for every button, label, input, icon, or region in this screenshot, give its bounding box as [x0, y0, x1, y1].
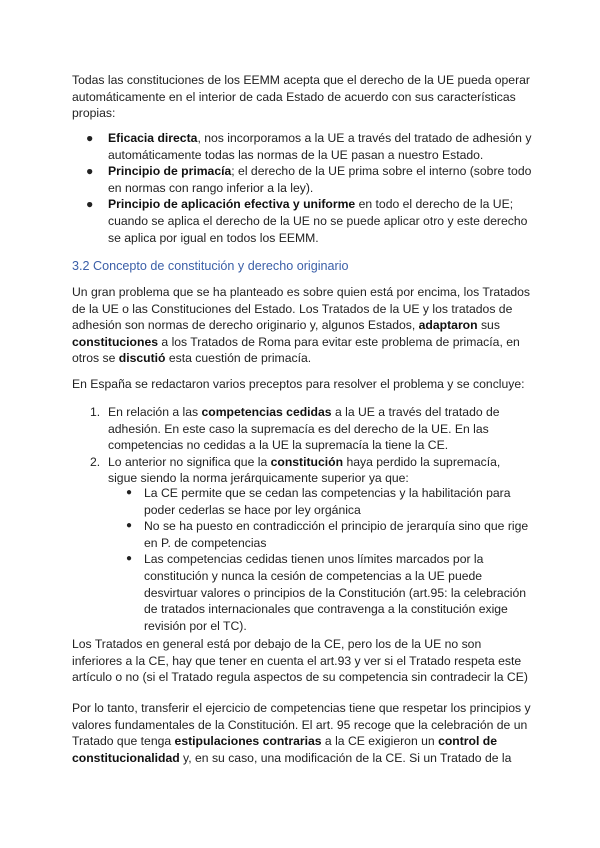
bullet-icon: ●: [126, 553, 133, 565]
list-item: ● No se ha puesto en contradicción el principio de jerarquía sino que rige en P. de competencias: [126, 519, 529, 550]
bullet-icon: ●: [86, 164, 94, 179]
list-item: ● La CE permite que se cedan las competencias y la habilitación para poder cederlas se hace por ley orgánica: [126, 486, 511, 517]
principles-list: [72, 130, 532, 246]
list-item: ● Principio de primacía; el derecho de la UE prima sobre el interno (sobre todo en normas con rango inferior a la ley).: [86, 164, 532, 195]
list-number: 2.: [90, 454, 101, 469]
paragraph: Por lo tanto, transferir el ejercicio de competencias tiene que respetar los principios y valores fundamentales de la Constitución. El art. 95 recoge que la celebración de un Tratado que tenga estipulaciones contrarias a la CE exigieron un control de constitucionalidad y, en su caso, una modificación de la CE. Si un Tratado de la: [72, 701, 531, 765]
intro-paragraph: Todas las constituciones de los EEMM acepta que el derecho de la UE pueda operar automáticamente en el interior de cada Estado de acuerdo con sus características propias:: [72, 73, 530, 121]
list-item: 1. En relación a las competencias cedidas a la UE a través del tratado de adhesión. En este caso la supremacía es del derecho de la UE. En las competencias no cedidas a la UE la supremacía la tiene la CE.: [90, 405, 500, 453]
sub-list: [108, 485, 532, 634]
bullet-icon: ●: [126, 487, 133, 498]
principle-term: Eficacia directa: [108, 131, 198, 145]
list-item: 2. Lo anterior no significa que la constitución haya perdido la supremacía, sigue siendo la norma jerárquicamente superior ya que:: [90, 454, 501, 486]
bullet-icon: ●: [86, 131, 94, 145]
paragraph: Un gran problema que se ha planteado es sobre quien está por encima, los Tratados de la UE o las Constituciones del Estado. Los Tratados de la UE y los tratados de adhesión son normas de derecho originario y, algunos Estados, adaptaron sus constituciones a los Tratados de Roma para evitar este problema de primacía, en otros se discutió esta cuestión de primacía.: [72, 285, 530, 366]
list-item: ● Eficacia directa, nos incorporamos a la UE a través del tratado de adhesión y automáticamente todas las normas de la UE pasan a nuestro Estado.: [86, 131, 532, 162]
section-heading: 3.2 Concepto de constitución y derecho originario: [72, 259, 349, 273]
list-item: ● Principio de aplicación efectiva y uniforme en todo el derecho de la UE; cuando se aplica el derecho de la UE no se puede aplicar otro y este derecho se aplica por igual en todos los EEMM.: [86, 197, 528, 245]
principle-term: Principio de primacía: [108, 164, 232, 179]
list-item: ● Las competencias cedidas tienen unos límites marcados por la constitución y nunca la cesión de competencias a la UE puede desvirtuar valores o principios de la Constitución (art.95: la celebración de tratados internacionales que contravenga a la constitución exige revisión por el TC).: [126, 552, 527, 633]
paragraph: Los Tratados en general está por debajo de la CE, pero los de la UE no son inferiores a la CE, hay que tener en cuenta el art.93 y ver si el Tratado respeta este artículo o no (si el Tratado regula aspectos de su competencia sin contradecir la CE): [72, 637, 528, 685]
numbered-list: [72, 404, 532, 487]
bullet-icon: ●: [126, 520, 133, 532]
list-number: 1.: [90, 405, 101, 419]
paragraph: En España se redactaron varios preceptos para resolver el problema y se concluye:: [72, 377, 525, 391]
bullet-icon: ●: [86, 197, 94, 212]
principle-term: Principio de aplicación efectiva y uniforme: [108, 197, 356, 212]
